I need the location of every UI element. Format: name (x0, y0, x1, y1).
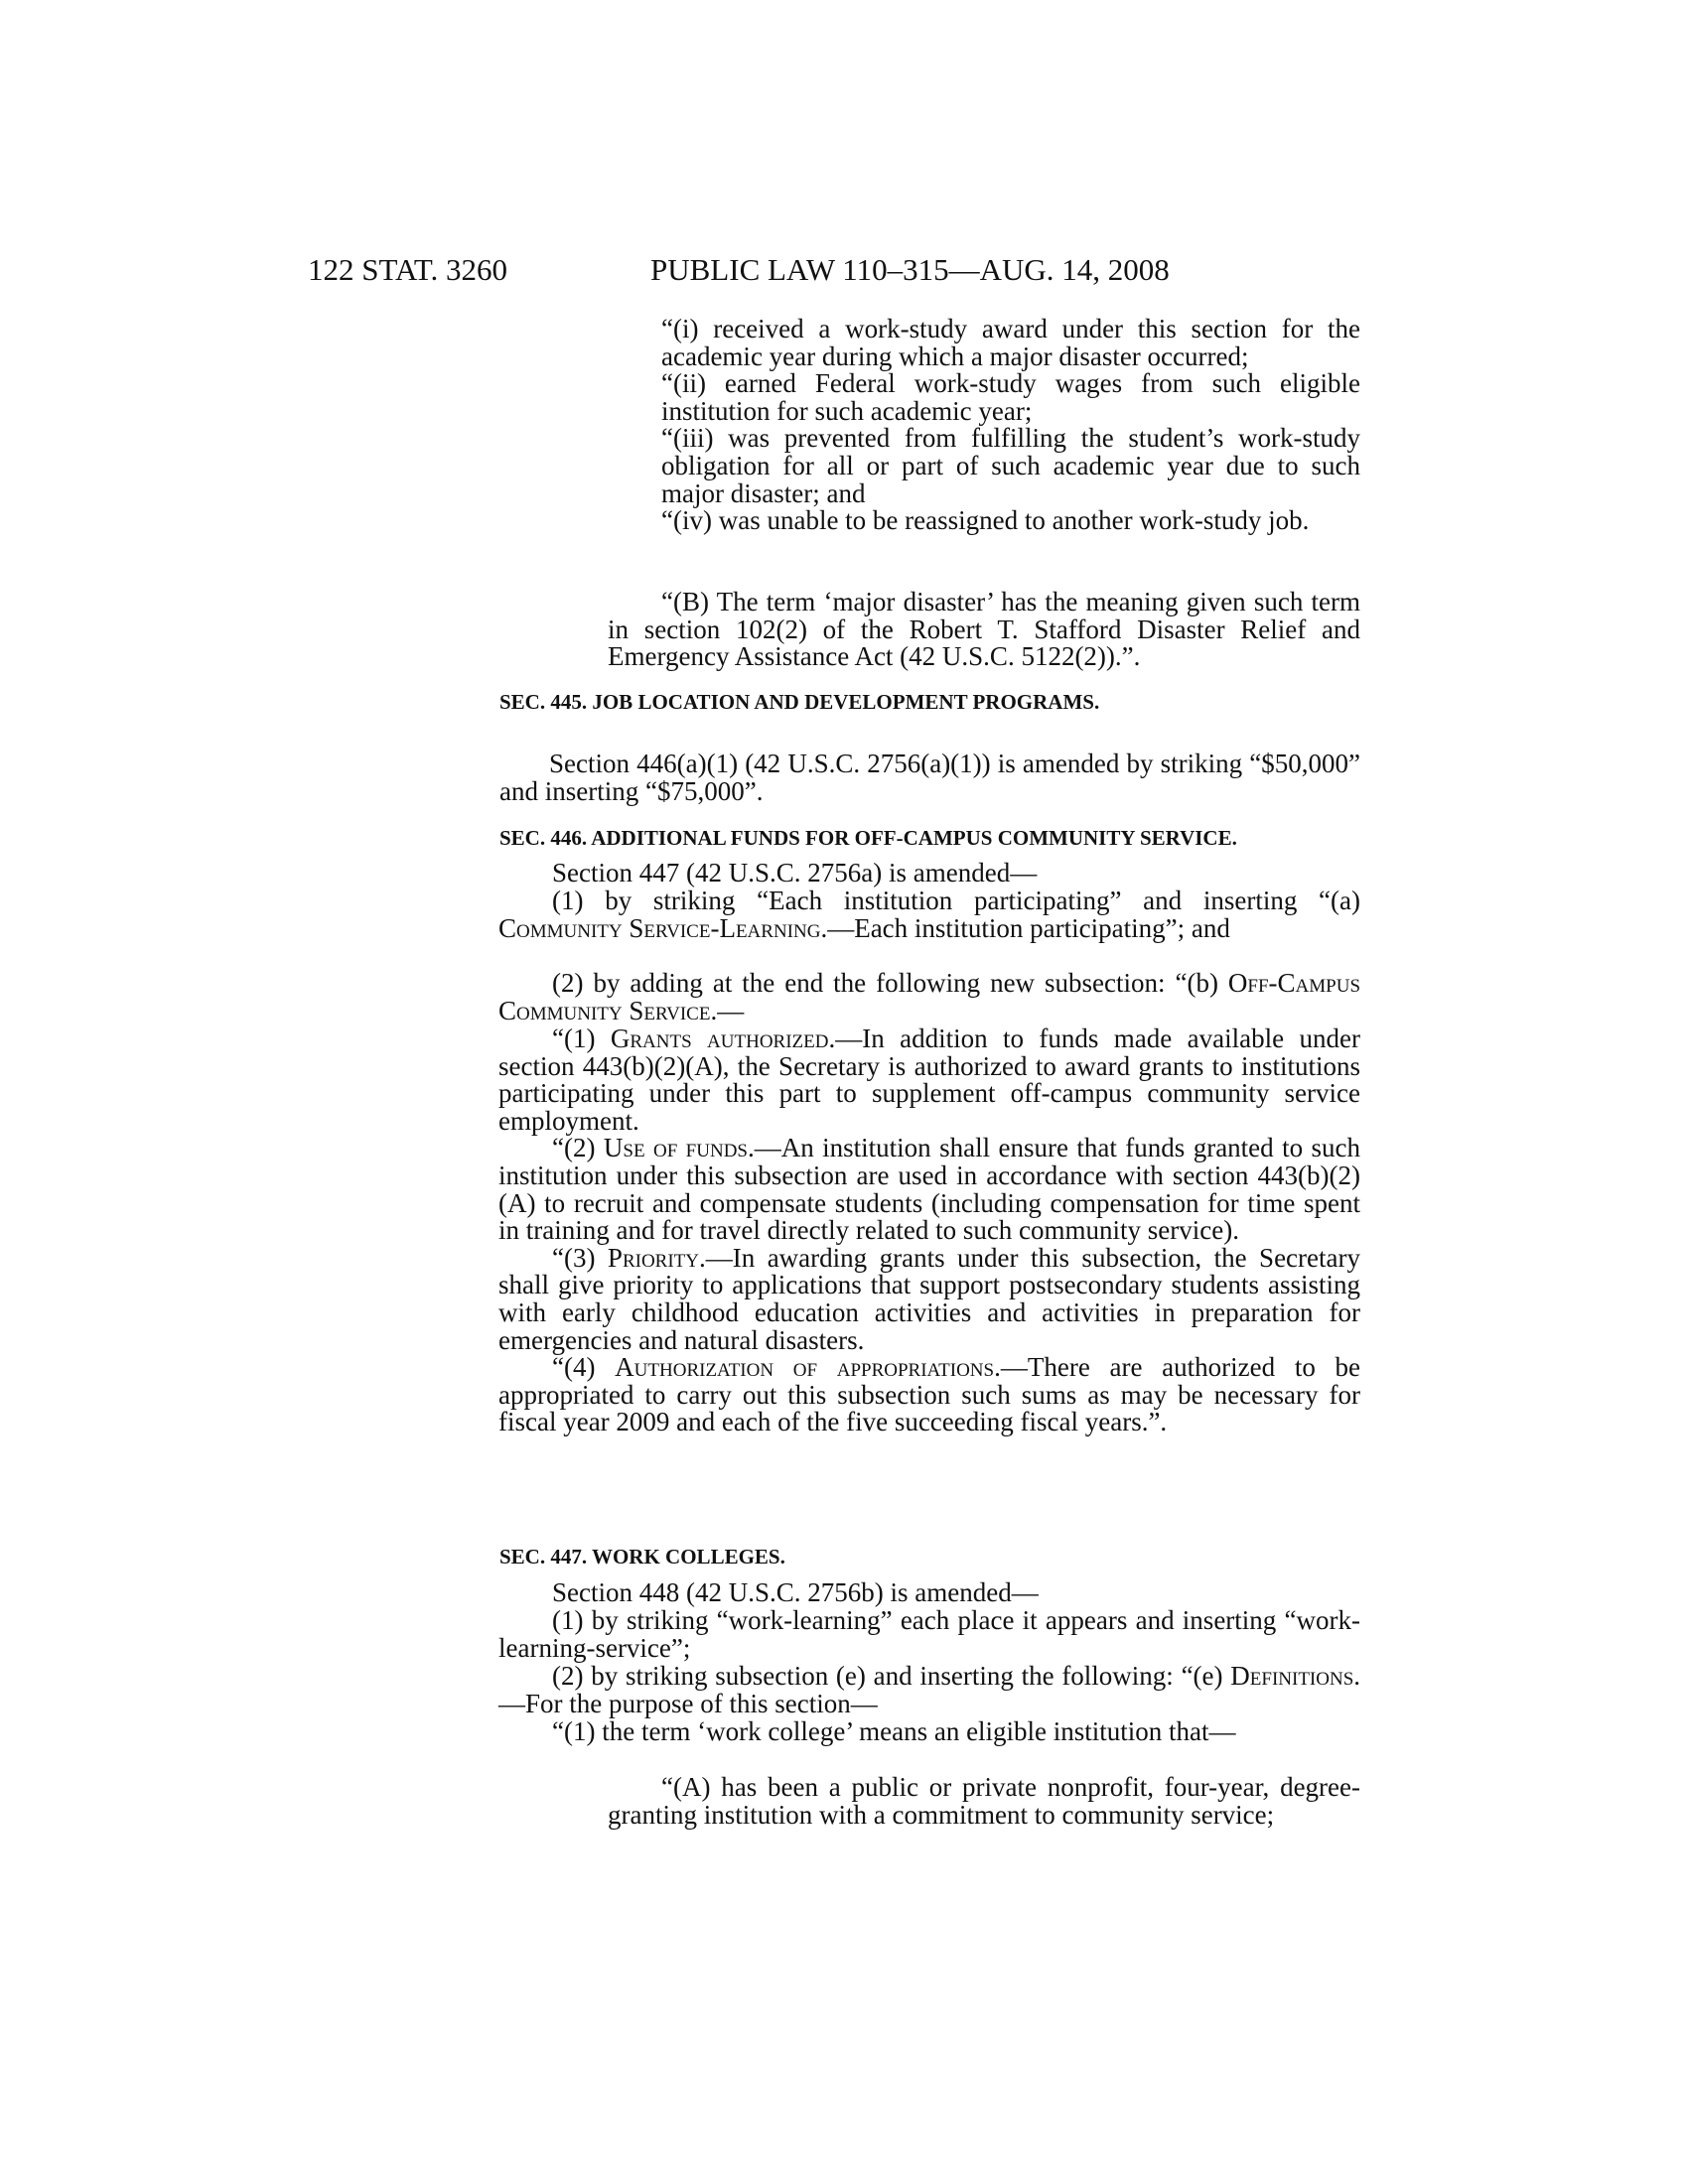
subsection-e-lead: “(e) (1181, 1661, 1231, 1691)
subsection-e-text: .—For the purpose of this section— (498, 1661, 1361, 1718)
subsection-b-dash: .— (710, 995, 745, 1025)
g4-text: .—There are authorized to be appropriated to carry out this subsection such sums as may be necessary for fiscal year 2009 and each of the five succeeding fiscal years.”. (498, 1352, 1361, 1437)
g1-lead: “(1) (552, 1024, 611, 1053)
p1-rest: .—Each institution participating”; and (820, 912, 1230, 943)
g1-heading: Grants authorized (610, 1024, 829, 1053)
subsection-e-heading: Definitions (1230, 1661, 1354, 1691)
sec-446-p1-text (498, 887, 1360, 942)
clause-iv: “(iv) was unable to be reassigned to another work-study job. (661, 505, 1310, 536)
g2-text: .—An institution shall ensure that funds granted to such institution under this subsection are used in accordance with section 443(b)(2)(A) to recruit and compensate students (including compensation for time spent in training and for travel directly related to such community service). (498, 1133, 1360, 1246)
subparagraph-b (608, 589, 1360, 671)
sec-445-heading: SEC. 445. JOB LOCATION AND DEVELOPMENT PROGRAMS. (499, 690, 1100, 714)
clause-i: “(i) received a work-study award under this section for the academic year during which a major disaster occurred; (661, 314, 1360, 371)
sec-447-paragraph-1 (498, 1607, 1360, 1662)
grants-authorized (498, 1025, 1360, 1135)
p2-text: (2) by adding at the end the following new subsection: (552, 968, 1166, 998)
g3-lead: “(3) (552, 1242, 608, 1273)
p1-lead: (1) by striking “Each institution participating” and inserting “(a) (552, 886, 1360, 915)
statute-page-number: 122 STAT. 3260 (308, 252, 508, 287)
sec-446-paragraph-2 (498, 970, 1360, 1024)
p1-heading: Community Service-Learning (498, 912, 821, 943)
sec-445-body (499, 751, 1360, 805)
definition-1-text: “(1) the term ‘work college’ means an eligible institution that— (552, 1716, 1236, 1746)
sec-447-heading: SEC. 447. WORK COLLEGES. (499, 1545, 785, 1569)
sec-446-p2-text (498, 970, 1360, 1024)
sec-446-intro-text: Section 447 (42 U.S.C. 2756a) is amended— (552, 858, 1038, 887)
sec-446-paragraph-1 (498, 886, 1360, 943)
sec-446-intro (552, 860, 1360, 887)
authorization-of-appropriations (498, 1354, 1360, 1436)
definition-1-a (608, 1774, 1360, 1829)
clauses-continuation (661, 316, 1360, 535)
subsection-b-lead: “(b) (1175, 968, 1228, 998)
definition-1 (552, 1718, 1360, 1746)
clause-iii: “(iii) was prevented from fulfilling the student’s work-study obligation for all or part of such academic year due to such major disaster; and (661, 423, 1360, 508)
sec-447-intro (552, 1579, 1360, 1607)
g4-heading: Authorization of appropriations (615, 1352, 995, 1383)
subsection-b-heading: Off-Campus Community Service (498, 968, 1361, 1025)
sec-447-p1-text: (1) by striking “work-learning” each place it appears and inserting “work-learning-service”; (498, 1605, 1360, 1663)
sec-446-heading: SEC. 446. ADDITIONAL FUNDS FOR OFF-CAMPUS COMMUNITY SERVICE. (499, 826, 1237, 850)
g3-text: .—In awarding grants under this subsection, the Secretary shall give priority to applications that support postsecondary students assisting with early childhood education activities and activities in preparation for emergencies and natural disasters. (498, 1242, 1360, 1355)
priority (498, 1242, 1360, 1355)
g1-text: .—In addition to funds made available under section 443(b)(2)(A), the Secretary is authorized to award grants to institutions participating under this part to supplement off-campus community service employment. (498, 1024, 1360, 1136)
public-law-title: PUBLIC LAW 110–315—AUG. 14, 2008 (650, 252, 1170, 287)
g2-lead: “(2) (552, 1133, 604, 1163)
g2-heading: Use of funds (603, 1133, 748, 1163)
use-of-funds (498, 1135, 1360, 1244)
sec-446-subparagraphs (498, 1024, 1361, 1437)
sec-447-intro-text: Section 448 (42 U.S.C. 2756b) is amended— (552, 1577, 1039, 1607)
sec-445-text: Section 446(a)(1) (42 U.S.C. 2756(a)(1)) is amended by striking “$50,000” and inserting “$75,000”. (499, 749, 1360, 806)
sec-447-p2-text (498, 1663, 1360, 1717)
g4-lead: “(4) (552, 1352, 616, 1383)
page-header (308, 250, 1400, 290)
sec-447-paragraph-2 (498, 1663, 1360, 1717)
clause-ii: “(ii) earned Federal work-study wages from such eligible institution for such academic year; (661, 368, 1360, 426)
definition-1-a-text: “(A) has been a public or private nonprofit, four-year, degree-granting institution with a commitment to community service; (608, 1772, 1360, 1830)
g3-heading: Priority (607, 1242, 699, 1273)
subparagraph-b-text: “(B) The term ‘major disaster’ has the meaning given such term in section 102(2) of the Robert T. Stafford Disaster Relief and Emergency Assistance Act (42 U.S.C. 5122(2)).”. (608, 587, 1360, 672)
p2-text: (2) by striking subsection (e) and inserting the following: (552, 1661, 1174, 1691)
